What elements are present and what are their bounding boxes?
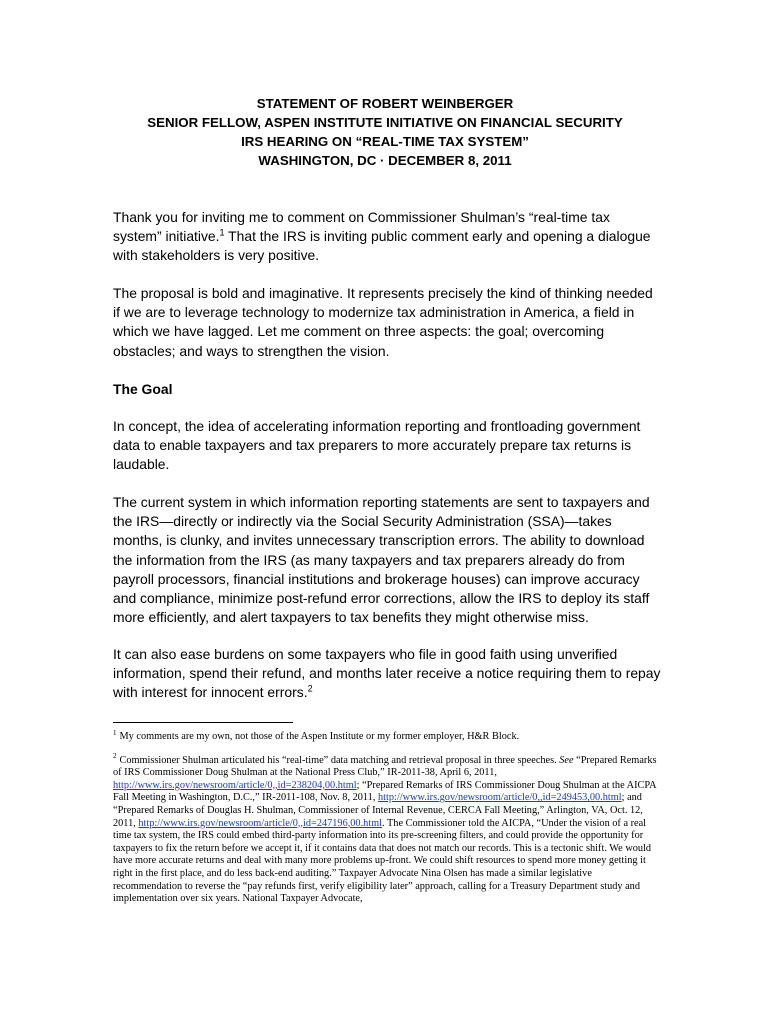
- footnote-2-see: See: [559, 754, 574, 766]
- footnote-2-text-4: ; and “Prepared Remarks of Douglas H. Shulman, Commissioner of Internal Revenue, CERCA Fall Meeting,” Arlington, VA, Oct. 12, 2011,: [113, 792, 643, 829]
- footnotes: [113, 728, 659, 906]
- footnote-link-irs-249453[interactable]: http://www.irs.gov/newsroom/article/0,,id=249453,00.html: [377, 792, 622, 804]
- footnote-link-irs-238204[interactable]: http://www.irs.gov/newsroom/article/0,,id=238204,00.html: [113, 779, 357, 791]
- footnote-2-text-3: ; “Prepared Remarks of IRS Commissioner Doug Shulman at the AICPA Fall Meeting in Washington, D.C.,” IR-2011-108, Nov. 8, 2011,: [113, 779, 657, 804]
- paragraph-ease-burdens-text: It can also ease burdens on some taxpayers who file in good faith using unverified information, spend their refund, and months later receive a notice requiring them to repay with interest for innocent errors.: [113, 646, 661, 701]
- paragraph-ease-burdens: [113, 645, 661, 703]
- paragraph-intro-text-b: That the IRS is inviting public comment early and opening a dialogue with stakeholders is very positive.: [113, 228, 651, 264]
- paragraph-intro-text-a: Thank you for inviting me to comment on Commissioner Shulman’s “real-time tax system” initiative.: [113, 209, 610, 245]
- section-heading-the-goal: The Goal: [113, 381, 173, 397]
- statement-heading: [113, 94, 657, 170]
- footnote-ref-2: 2: [307, 683, 313, 694]
- paragraph-proposal: The proposal is bold and imaginative. It represents precisely the kind of thinking needed if we are to leverage technology to modernize tax administration in America, a field in which we have lagged. Let me comment on three aspects: the goal; overcoming obstacles; and ways to strengthen the vision.: [113, 285, 653, 359]
- footnote-divider: [113, 722, 293, 723]
- footnote-1-text: My comments are my own, not those of the Aspen Institute or my former employer, H&R Block.: [119, 731, 520, 742]
- paragraph-intro: [113, 208, 661, 266]
- paragraph-concept: In concept, the idea of accelerating information reporting and frontloading government data to enable taxpayers and tax preparers to more accurately prepare tax returns is laudable.: [113, 418, 641, 473]
- paragraph-current-system: The current system in which information reporting statements are sent to taxpayers and the IRS—directly or indirectly via the Social Security Administration (SSA)—takes months, is clunky, and invites unnecessary transcription errors. The ability to download the information from the IRS (as many taxpayers and tax preparers already do from payroll processors, financial institutions and brokerage houses) can improve accuracy and compliance, minimize post-refund error corrections, allow the IRS to deploy its staff more efficiently, and alert taxpayers to tax benefits they might otherwise miss.: [113, 494, 650, 626]
- footnote-2-text-5: . The Commissioner told the AICPA, “Under the vision of a real time tax system, the IRS could embed third-party information into its pre-screening filters, and could provide the opportunity for taxpayers to fix the return before we accept it, if it contains data that does not match our records. This is a tectonic shift. We would have more accurate returns and deal with many more problems up-front. We could shift resources to spend more money getting it right in the first place, and do less back-end auditing.” Taxpayer Advocate Nina Olsen has made a similar legislative recommendation to reverse the “pay refunds first, verify eligibility later” approach, calling for a Treasury Department study and implementation over six years. National Taxpayer Advocate,: [113, 817, 652, 905]
- heading-line-3: IRS HEARING ON “REAL-TIME TAX SYSTEM”: [241, 134, 529, 149]
- footnote-2-text-2: “Prepared Remarks of IRS Commissioner Doug Shulman at the National Press Club,” IR-2011-38, April 6, 2011,: [113, 754, 657, 779]
- footnote-ref-1: 1: [219, 227, 225, 238]
- footnote-1: [113, 728, 659, 744]
- heading-line-2: SENIOR FELLOW, ASPEN INSTITUTE INITIATIVE ON FINANCIAL SECURITY: [147, 115, 623, 130]
- footnote-2-mark: 2: [113, 752, 117, 761]
- footnote-link-irs-247196[interactable]: http://www.irs.gov/newsroom/article/0,,id=247196,00.html: [138, 817, 383, 829]
- heading-line-1: STATEMENT OF ROBERT WEINBERGER: [256, 96, 514, 111]
- footnote-2-text-1: Commissioner Shulman articulated his “real-time” data matching and retrieval proposal in three speeches.: [119, 754, 560, 766]
- heading-line-4: WASHINGTON, DC · DECEMBER 8, 2011: [258, 153, 512, 168]
- footnote-2: [113, 752, 659, 906]
- footnote-1-mark: 1: [113, 728, 117, 737]
